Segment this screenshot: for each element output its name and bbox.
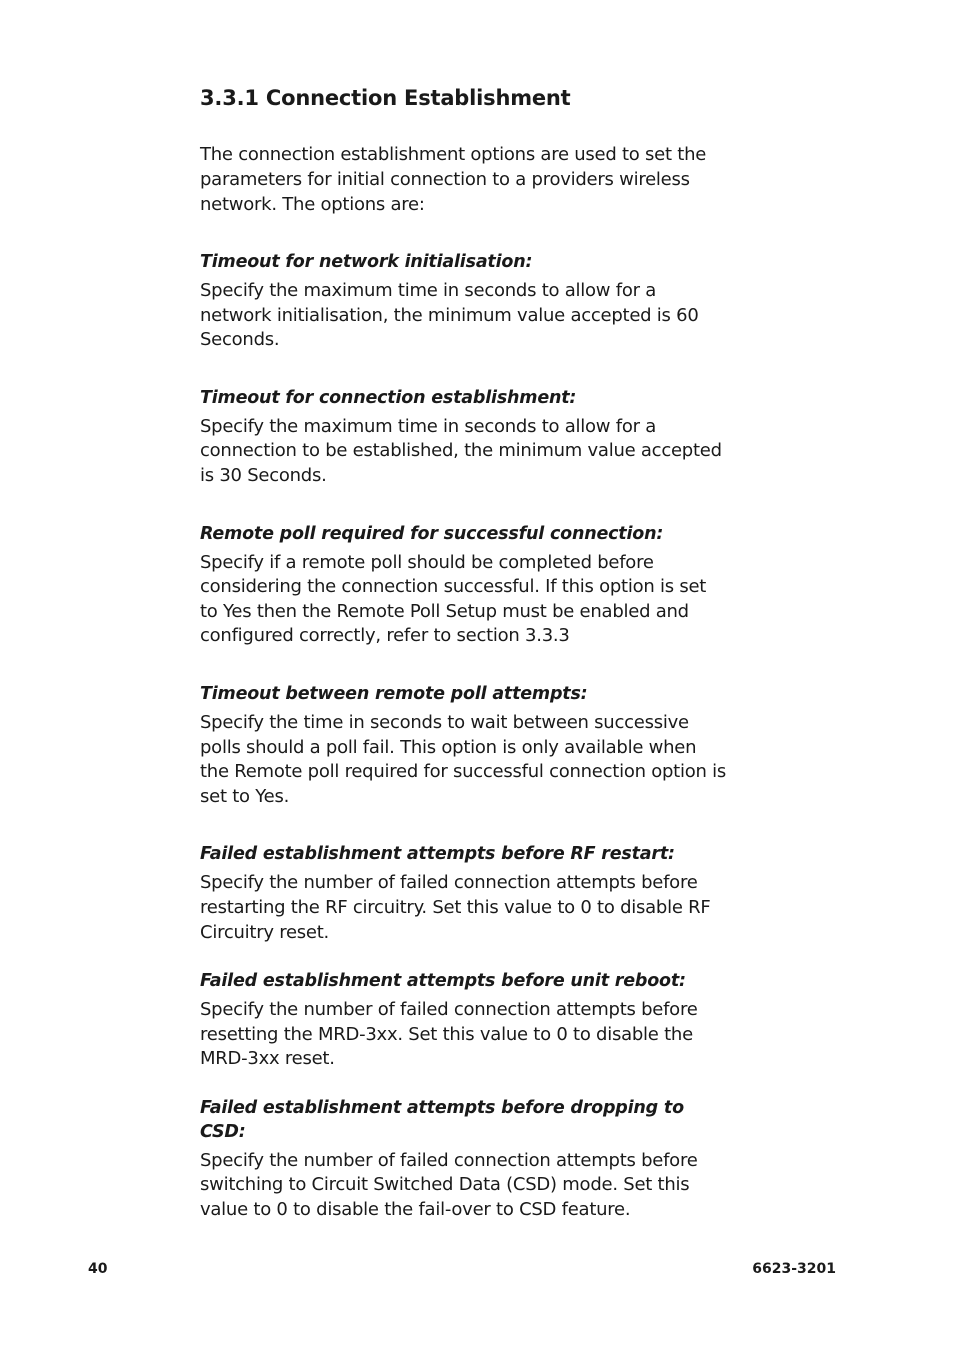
document-number: 6623-3201 (752, 1261, 836, 1277)
option-remote-poll-required (200, 522, 726, 649)
option-title: Timeout for network initialisation: (200, 252, 533, 272)
option-title: Remote poll required for successful connection: (200, 523, 664, 544)
option-description: Specify the maximum time in seconds to allow for a network initialisation, the minimum value accepted is 60 Seconds. (200, 280, 699, 351)
option-unit-reboot-attempts (200, 969, 726, 1072)
option-connection-timeout (200, 386, 726, 489)
option-title: Failed establishment attempts before unit reboot: (200, 971, 686, 992)
section-title: 3.3.1 Connection Establishment (200, 86, 571, 110)
option-title: Timeout for connection establishment: (200, 387, 577, 408)
option-description: Specify the maximum time in seconds to allow for a connection to be established, the minimum value accepted is 30 Seconds. (200, 415, 722, 486)
option-title: Failed establishment attempts before RF restart: (200, 844, 675, 865)
option-remote-poll-timeout (200, 682, 726, 809)
option-description: Specify the number of failed connection attempts before resetting the MRD-3xx. Set this value to 0 to disable the MRD-3xx reset. (200, 999, 698, 1070)
page-content (200, 84, 726, 1223)
option-description: Specify the time in seconds to wait between successive polls should a poll fail. This option is only available when the Remote poll required for successful connection option is set to Yes. (200, 711, 727, 807)
option-description: Specify the number of failed connection attempts before restarting the RF circuitry. Set this value to 0 to disable RF Circuitry reset. (200, 872, 711, 943)
option-csd-fallback-attempts (200, 1096, 726, 1223)
option-description: Specify the number of failed connection attempts before switching to Circuit Switched Data (CSD) mode. Set this value to 0 to disable the fail-over to CSD feature. (200, 1149, 698, 1221)
option-network-init-timeout (200, 250, 726, 353)
page-number: 40 (88, 1261, 108, 1277)
option-title: Failed establishment attempts before dropping to CSD: (200, 1097, 684, 1142)
option-rf-restart-attempts (200, 842, 726, 945)
option-description: Specify if a remote poll should be completed before considering the connection successful. If this option is set to Yes then the Remote Poll Setup must be enabled and configured correctly, refer to section 3.3.3 (200, 551, 707, 647)
intro-paragraph: The connection establishment options are used to set the parameters for initial connection to a providers wireless network. The options are: (200, 144, 707, 215)
option-title: Timeout between remote poll attempts: (200, 683, 588, 704)
